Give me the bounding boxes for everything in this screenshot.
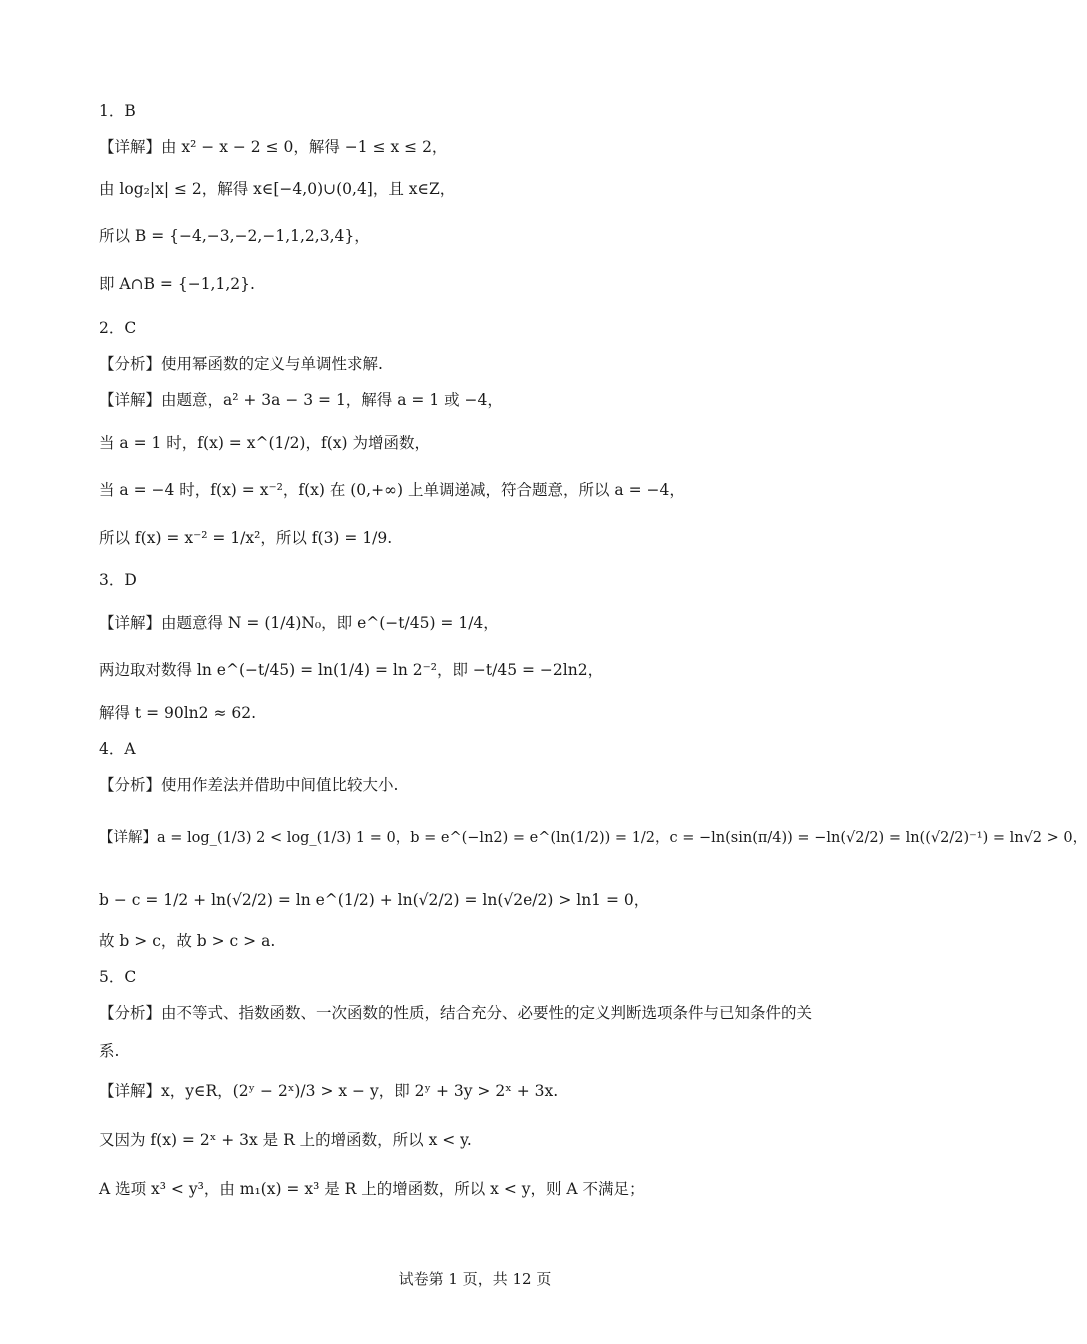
answer-5-line-1: 【分析】由不等式、指数函数、一次函数的性质，结合充分、必要性的定义判断选项条件与已知条件的关 xyxy=(99,1004,813,1022)
answer-2-line-3: 当 a = 1 时，f(x) = x^(1/2)，f(x) 为增函数， xyxy=(99,434,430,452)
answer-2-line-1: 【分析】使用幂函数的定义与单调性求解. xyxy=(99,355,383,373)
answer-3-line-1: 【详解】由题意得 N = (1/4)N₀，即 e^(−t/45) = 1/4， xyxy=(99,614,499,632)
answer-4-line-2: 【详解】a = log_(1/3) 2 < log_(1/3) 1 = 0，b = e^(−ln2) = e^(ln(1/2)) = 1/2，c = −ln(sin(π/4)) = −ln(√2/2) = ln((√2/2)⁻¹) = ln√2 > 0， xyxy=(99,830,1087,846)
answer-5-line-5: A 选项 x³ < y³，由 m₁(x) = x³ 是 R 上的增函数，所以 x < y，则 A 不满足； xyxy=(99,1180,645,1198)
answer-3-label: 3．D xyxy=(99,571,137,589)
page-footer: 试卷第 1 页，共 12 页 xyxy=(398,1270,552,1288)
answer-2-label: 2．C xyxy=(99,319,137,337)
answer-1-line-1: 【详解】由 x² − x − 2 ≤ 0，解得 −1 ≤ x ≤ 2， xyxy=(99,138,448,156)
answer-5-line-2: 系. xyxy=(99,1042,120,1060)
answer-1-line-4: 即 A∩B = {−1,1,2}. xyxy=(99,275,255,293)
answer-1-line-3: 所以 B = {−4,−3,−2,−1,1,2,3,4}， xyxy=(99,227,370,245)
answer-5-line-3: 【详解】x，y∈R，(2ʸ − 2ˣ)/3 > x − y，即 2ʸ + 3y > 2ˣ + 3x. xyxy=(99,1082,559,1100)
answer-4-line-3: b − c = 1/2 + ln(√2/2) = ln e^(1/2) + ln(√2/2) = ln(√2e/2) > ln1 = 0， xyxy=(99,891,650,909)
answer-4-line-1: 【分析】使用作差法并借助中间值比较大小. xyxy=(99,776,399,794)
answer-2-line-4: 当 a = −4 时，f(x) = x⁻²，f(x) 在 (0,+∞) 上单调递减，符合题意，所以 a = −4， xyxy=(99,481,685,499)
answer-1-label: 1．B xyxy=(99,102,136,120)
answer-3-line-3: 解得 t = 90ln2 ≈ 62. xyxy=(99,704,257,722)
answer-3-line-2: 两边取对数得 ln e^(−t/45) = ln(1/4) = ln 2⁻²，即 −t/45 = −2ln2， xyxy=(99,661,604,679)
answer-4-label: 4．A xyxy=(99,740,136,758)
answer-4-line-4: 故 b > c，故 b > c > a. xyxy=(99,932,276,950)
answer-2-line-5: 所以 f(x) = x⁻² = 1/x²，所以 f(3) = 1/9. xyxy=(99,529,393,547)
answer-2-line-2: 【详解】由题意，a² + 3a − 3 = 1，解得 a = 1 或 −4， xyxy=(99,391,503,409)
answer-1-line-2: 由 log₂|x| ≤ 2，解得 x∈[−4,0)∪(0,4]，且 x∈Z， xyxy=(99,180,456,198)
answer-5-label: 5．C xyxy=(99,968,137,986)
answer-5-line-4: 又因为 f(x) = 2ˣ + 3x 是 R 上的增函数，所以 x < y. xyxy=(99,1131,472,1149)
